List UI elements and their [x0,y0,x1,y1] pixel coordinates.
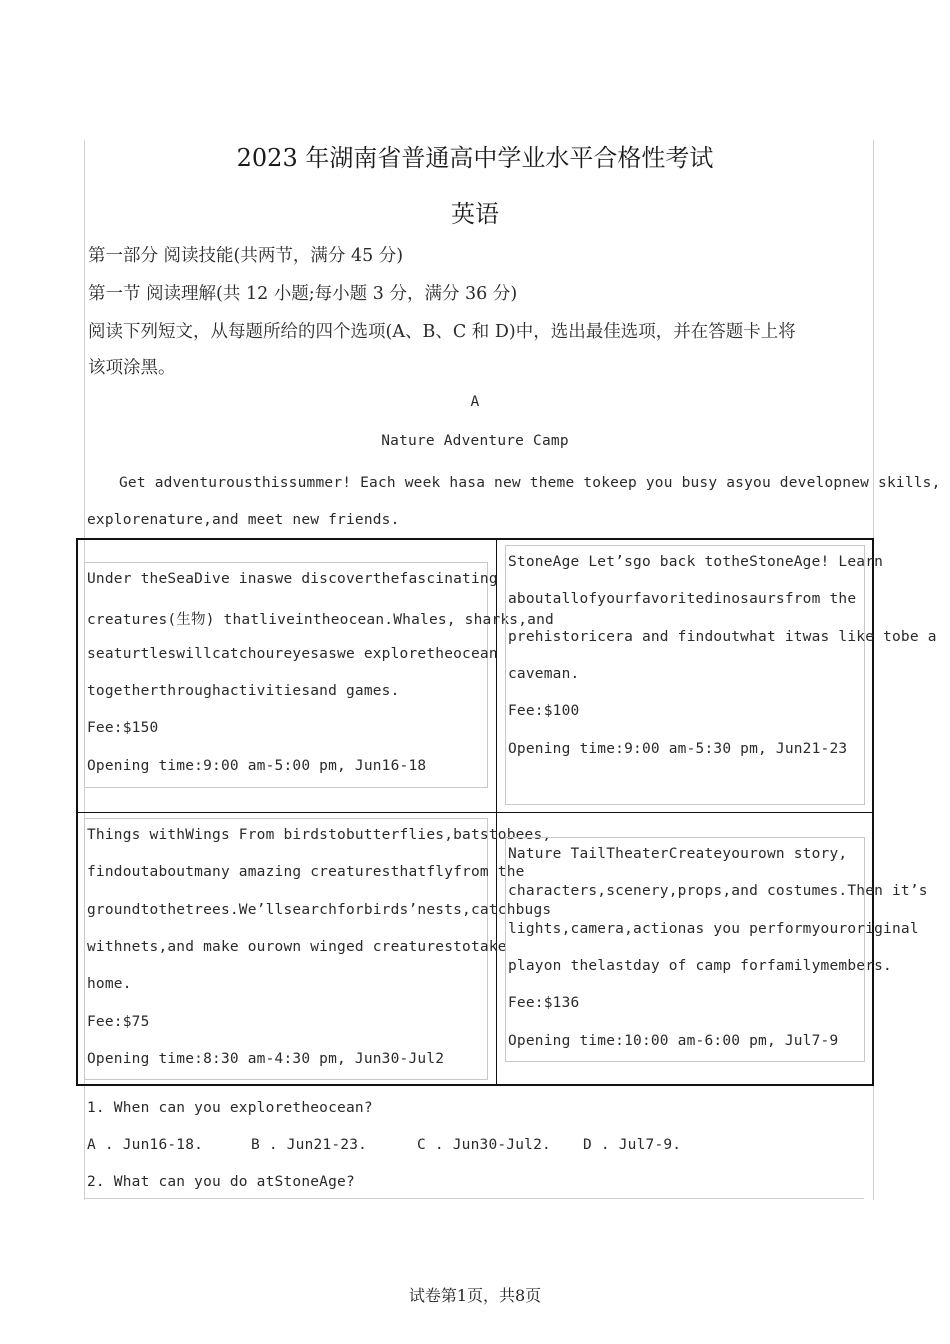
camp-opening-time: Opening time:8:30 am-4:30 pm, Jun30-Jul2 [87,1051,445,1067]
camp-fee: Fee:$100 [508,703,580,719]
camp-fee: Fee:$75 [87,1014,150,1030]
content-bottom-rule [84,1198,864,1199]
question-2: 2. What can you do atStoneAge? [87,1174,355,1190]
passage-intro-line-2: explorenature,and meet new friends. [87,512,400,528]
camp-desc-line: findoutaboutmany amazing creaturesthatflyfrom the [87,864,525,880]
camp-opening-time: Opening time:9:00 am-5:30 pm, Jun21-23 [508,741,848,757]
option-a[interactable]: A . Jun16-18. [87,1137,204,1153]
section-heading: 第一节 阅读理解(共 12 小题;每小题 3 分，满分 36 分) [88,284,518,304]
subject-title: 英语 [451,200,499,228]
option-d[interactable]: D . Jul7-9. [583,1137,682,1153]
camp-desc-line: creatures(生物) thatliveintheocean.Whales, sharks,and [87,612,554,628]
camp-desc-line: groundtothetrees.We’llsearchforbirds’nests,catchbugs [87,902,552,918]
camp-desc-line: seaturtleswillcatchoureyesaswe exploretheocean [87,646,498,662]
camp-desc-line: Nature TailTheaterCreateyourown story, [508,846,848,862]
camp-desc-line: withnets,and make ourown winged creaturestotake [87,939,507,955]
camp-desc-line: caveman. [508,666,580,682]
option-c[interactable]: C . Jun30-Jul2. [417,1137,551,1153]
camp-desc-line: togetherthroughactivitiesand games. [87,683,400,699]
camp-opening-time: Opening time:9:00 am-5:00 pm, Jun16-18 [87,758,427,774]
camp-desc-line: home. [87,976,132,992]
camp-desc-line: prehistoricera and findoutwhat itwas like tobe a [508,629,937,645]
instruction-line-2: 该项涂黑。 [88,358,176,378]
camp-desc-line: StoneAge Let’sgo back totheStoneAge! Learn [508,554,884,570]
camp-desc-line: Things withWings From birdstobutterflies,batstobees, [87,827,552,843]
camp-desc-line: Under theSeaDive inaswe discoverthefascinating [87,571,498,587]
camp-fee: Fee:$150 [87,720,159,736]
option-b[interactable]: B . Jun21-23. [251,1137,368,1153]
camp-desc-line: playon thelastday of camp forfamilymembers. [508,958,892,974]
passage-heading: Nature Adventure Camp [381,433,569,449]
camp-desc-line: characters,scenery,props,and costumes.Then it’s [508,883,928,899]
passage-letter: A [470,394,480,410]
camp-opening-time: Opening time:10:00 am-6:00 pm, Jul7-9 [508,1033,839,1049]
camp-cell-theater [505,837,928,1062]
question-1-options [0,1133,950,1157]
camp-desc-line: aboutallofyourfavoritedinosaursfrom the [508,591,857,607]
table-horizontal-divider [76,812,874,813]
camp-fee: Fee:$136 [508,995,580,1011]
part-heading: 第一部分 阅读技能(共两节，满分 45 分) [88,246,404,266]
instruction-line-1: 阅读下列短文，从每题所给的四个选项(A、B、C 和 D)中，选出最佳选项，并在答题卡上将 [88,322,796,342]
passage-intro-line-1: Get adventurousthissummer! Each week hasa new theme tokeep you busy asyou developnew skills, [119,475,941,491]
camp-cell-stone-age [505,545,937,805]
exam-title: 2023 年湖南省普通高中学业水平合格性考试 [236,144,714,172]
camp-desc-line: lights,camera,actionas you performyouroriginal [508,921,919,937]
question-1: 1. When can you exploretheocean? [87,1100,373,1116]
page-footer: 试卷第1页，共8页 [408,1286,542,1305]
